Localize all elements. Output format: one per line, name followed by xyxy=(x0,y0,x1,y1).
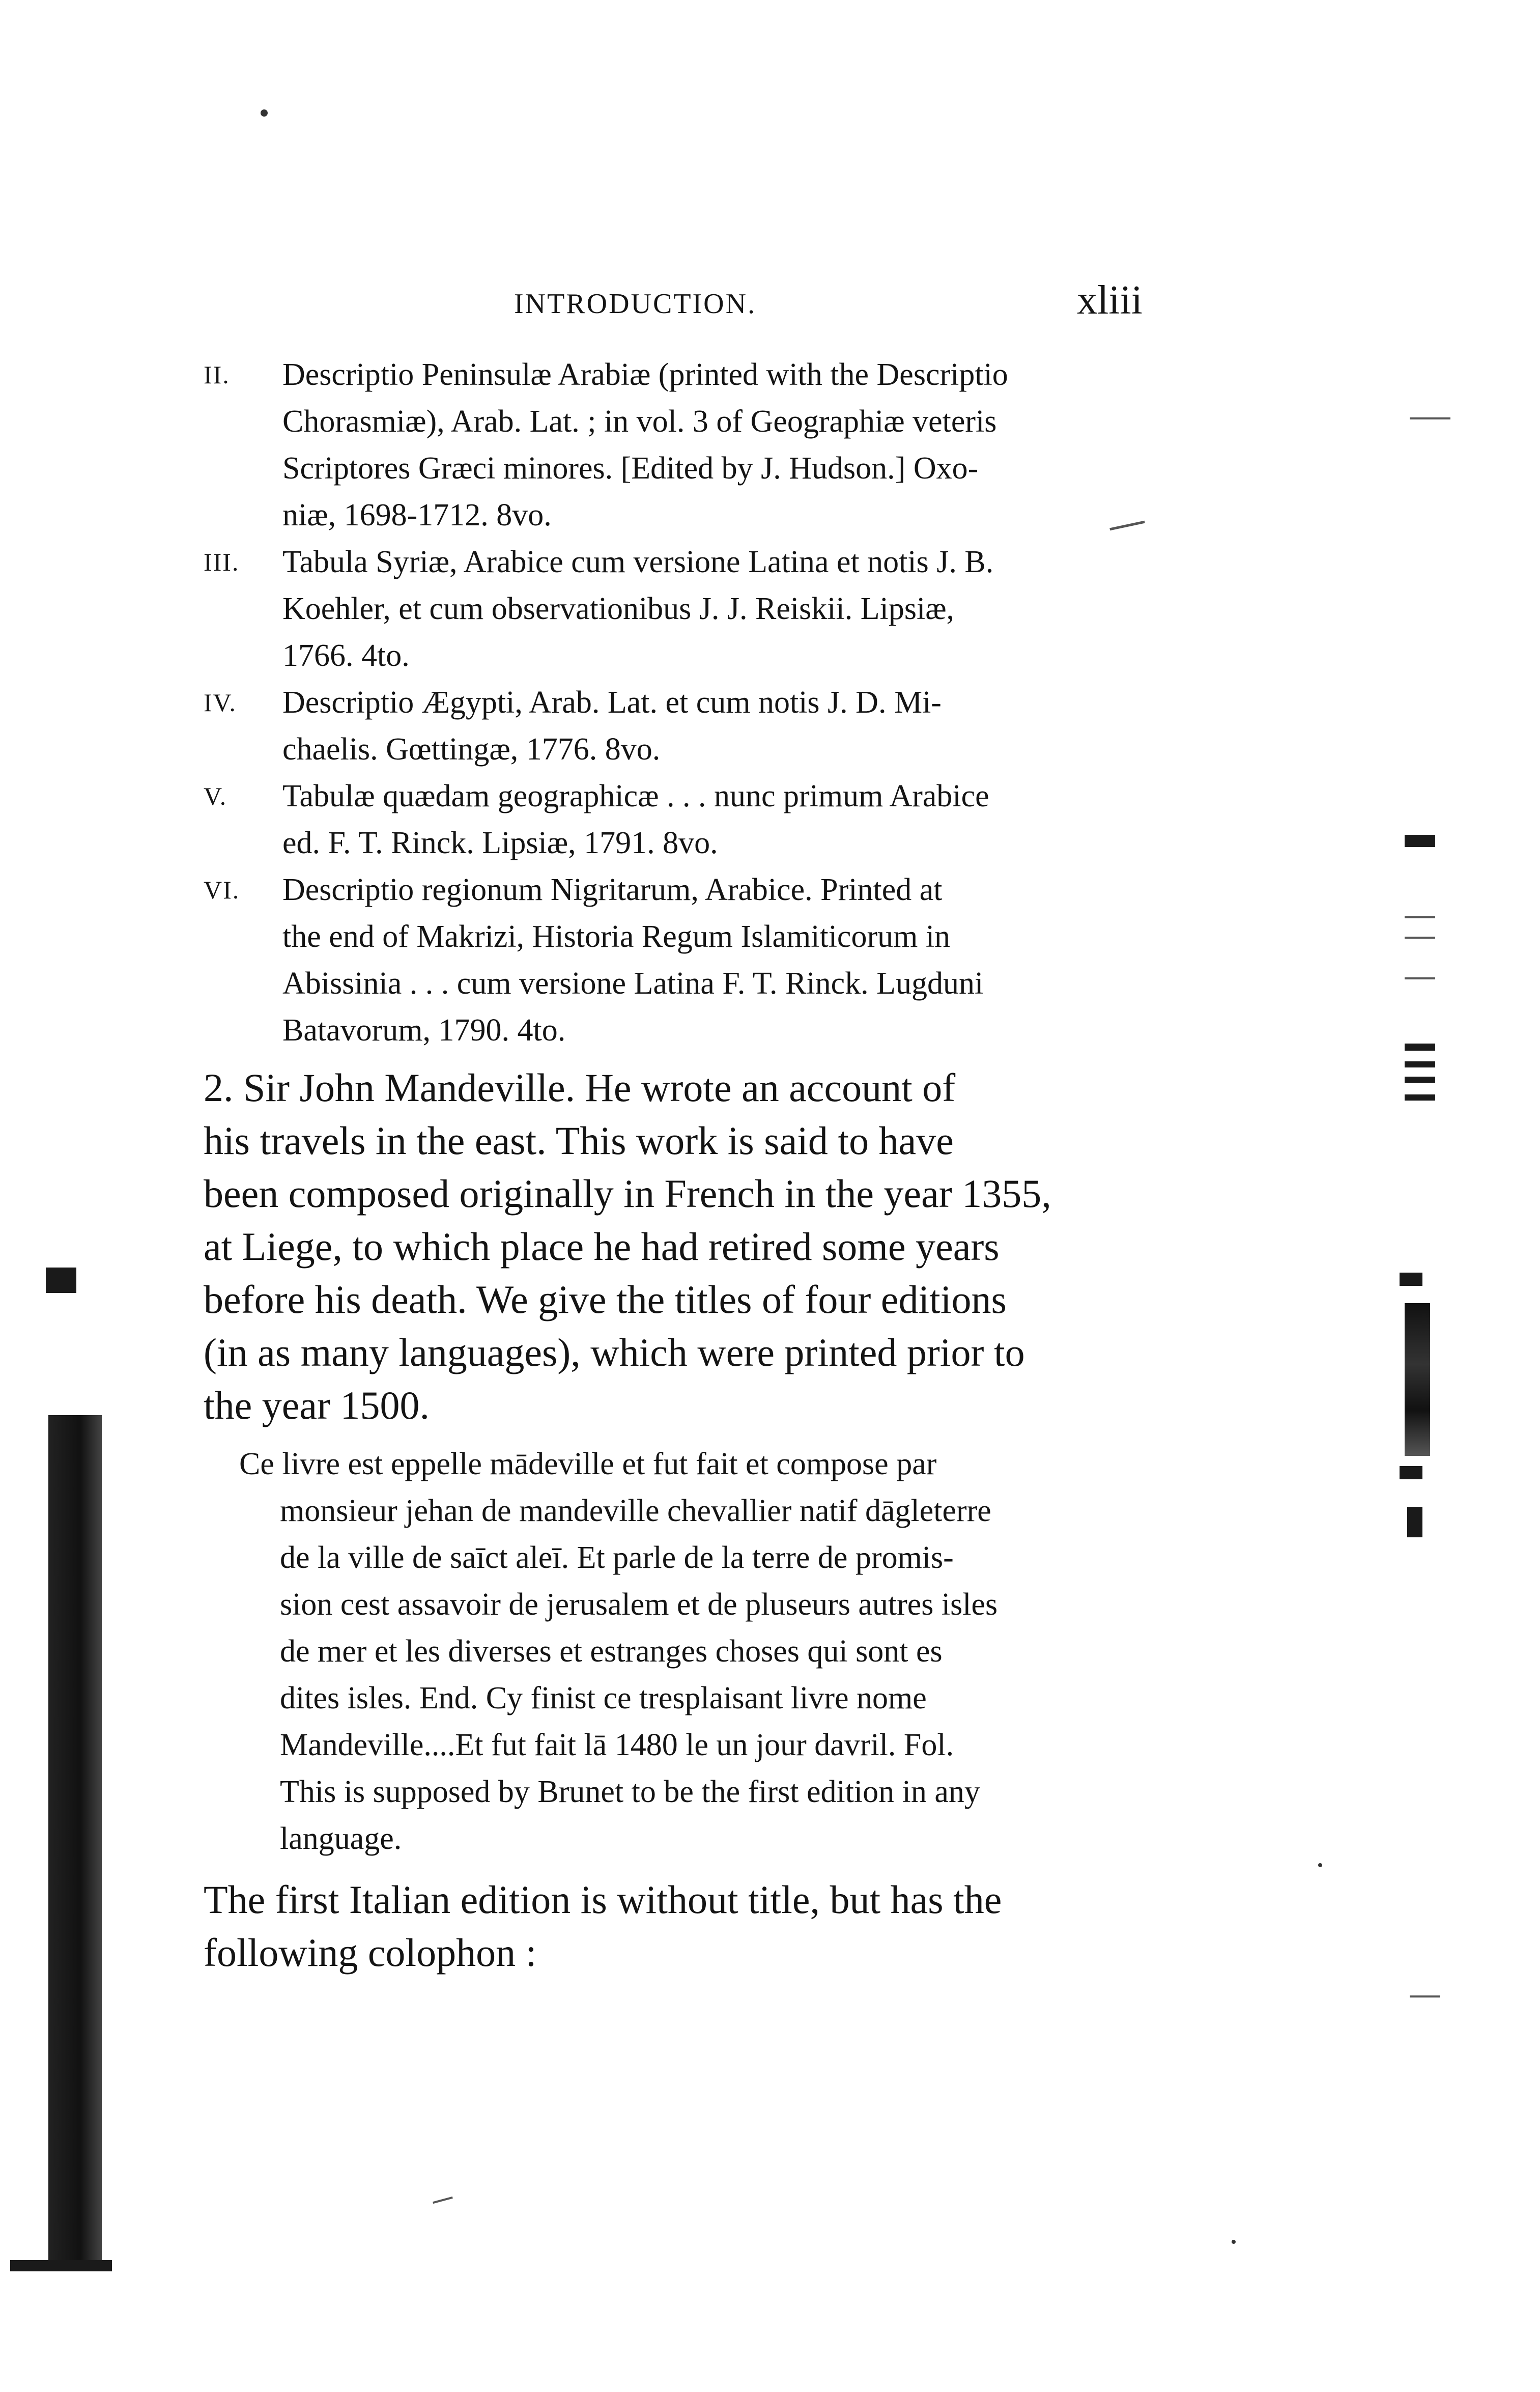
scan-speck xyxy=(1232,2240,1236,2244)
scan-mark xyxy=(46,1268,76,1293)
list-item-line: Descriptio Peninsulæ Arabiæ (printed with the Descriptio xyxy=(282,357,1008,392)
quote-line: sion cest assavoir de jerusalem et de pluseurs autres isles xyxy=(280,1587,998,1622)
scan-mark xyxy=(1400,1466,1422,1479)
list-item-number: V. xyxy=(204,782,227,810)
list-item-number: II. xyxy=(204,360,230,389)
list-item-number: VI. xyxy=(204,876,240,904)
paragraph-line: (in as many languages), which were printed prior to xyxy=(204,1330,1025,1374)
paragraph-line: at Liege, to which place he had retired some years xyxy=(204,1224,1000,1269)
list-item-line: Koehler, et cum observationibus J. J. Reiskii. Lipsiæ, xyxy=(282,592,955,626)
running-header xyxy=(204,277,1143,328)
list-item-line: Batavorum, 1790. 4to. xyxy=(282,1013,566,1048)
paragraph-line: the year 1500. xyxy=(204,1383,430,1427)
list-item-line: Tabula Syriæ, Arabice cum versione Latina et notis J. B. xyxy=(282,545,994,579)
list-item xyxy=(204,866,1143,1054)
scan-mark xyxy=(1405,1094,1435,1101)
scan-hairline xyxy=(1410,1995,1440,1997)
quote-line: de mer et les diverses et estranges choses qui sont es xyxy=(280,1634,943,1669)
scan-mark xyxy=(1407,1507,1422,1537)
scan-mark xyxy=(10,2260,112,2271)
scan-mark xyxy=(1405,1044,1435,1051)
scan-hairline xyxy=(1405,977,1435,979)
list-item xyxy=(204,773,1143,866)
list-item-line: Tabulæ quædam geographicæ . . . nunc primum Arabice xyxy=(282,779,989,813)
list-item-line: ed. F. T. Rinck. Lipsiæ, 1791. 8vo. xyxy=(282,826,718,860)
quote-line: de la ville de saīct aleī. Et parle de la terre de promis- xyxy=(280,1540,954,1575)
list-item-line: Chorasmiæ), Arab. Lat. ; in vol. 3 of Geographiæ veteris xyxy=(282,404,997,439)
quoted-title-block xyxy=(239,1441,1143,1862)
scan-mark xyxy=(1405,835,1435,847)
header-title: INTRODUCTION. xyxy=(514,288,757,320)
list-item-number: IV. xyxy=(204,688,237,717)
list-item-line: 1766. 4to. xyxy=(282,638,410,673)
paragraph-line: been composed originally in French in the year 1355, xyxy=(204,1171,1051,1216)
list-item-line: Descriptio Ægypti, Arab. Lat. et cum notis J. D. Mi- xyxy=(282,685,942,720)
scan-mark xyxy=(1405,1077,1435,1083)
list-item-number: III. xyxy=(204,548,240,576)
list-item xyxy=(204,679,1143,773)
scan-hairline xyxy=(1410,417,1450,419)
list-item-line: Scriptores Græci minores. [Edited by J. Hudson.] Oxo- xyxy=(282,451,979,486)
list-item-line: niæ, 1698-1712. 8vo. xyxy=(282,498,552,532)
scan-hairline xyxy=(1405,916,1435,918)
list-item-line: the end of Makrizi, Historia Regum Islamiticorum in xyxy=(282,919,951,954)
list-item-line: Abissinia . . . cum versione Latina F. T. Rinck. Lugduni xyxy=(282,966,984,1001)
page-number: xliii xyxy=(1077,278,1143,323)
list-item-line: chaelis. Gœttingæ, 1776. 8vo. xyxy=(282,732,661,767)
paragraph-line: The first Italian edition is without title, but has the xyxy=(204,1877,1002,1922)
quote-line: monsieur jehan de mandeville chevallier natif dāgleterre xyxy=(280,1494,991,1528)
scan-speck xyxy=(261,109,268,117)
quote-line: Mandeville....Et fut fait lā 1480 le un jour davril. Fol. xyxy=(280,1728,954,1762)
quote-line: language. xyxy=(280,1821,402,1856)
list-item-line: Descriptio regionum Nigritarum, Arabice. Printed at xyxy=(282,873,943,907)
scan-hairline xyxy=(1405,937,1435,939)
mandeville-paragraph xyxy=(204,1061,1143,1432)
scan-speck xyxy=(1318,1863,1322,1867)
paragraph-line: before his death. We give the titles of four editions xyxy=(204,1277,1007,1321)
scan-mark xyxy=(1405,1061,1435,1067)
scan-mark xyxy=(1400,1273,1422,1286)
quote-line: Ce livre est eppelle mādeville et fut fait et compose par xyxy=(239,1447,937,1481)
paragraph-line: his travels in the east. This work is said to have xyxy=(204,1118,954,1163)
closing-paragraph xyxy=(204,1873,1143,1979)
quote-line: dites isles. End. Cy finist ce tresplaisant livre nome xyxy=(280,1681,927,1715)
quote-line: This is supposed by Brunet to be the first edition in any xyxy=(280,1775,980,1809)
list-item xyxy=(204,351,1143,539)
scan-edge-shadow xyxy=(48,1415,102,2270)
scan-mark xyxy=(1405,1303,1430,1456)
scan-hairline xyxy=(433,2197,453,2204)
paragraph-line: 2. Sir John Mandeville. He wrote an account of xyxy=(204,1065,956,1110)
list-item xyxy=(204,539,1143,679)
paragraph-line: following colophon : xyxy=(204,1930,537,1975)
